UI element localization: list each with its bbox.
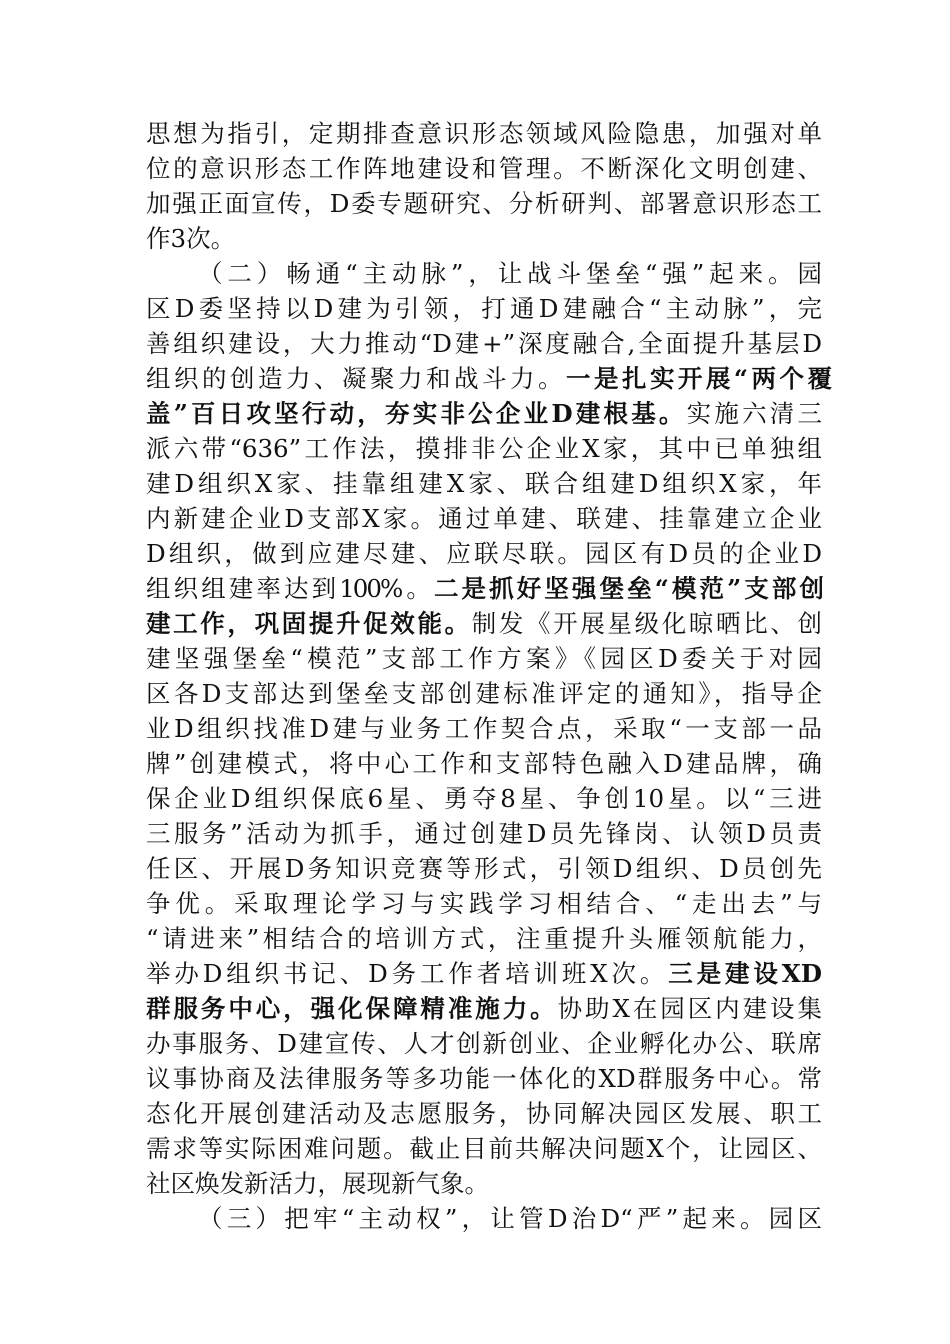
text-line <box>146 1061 822 1096</box>
line-text: 业D组织找准D建与业务工作契合点，采取“一支部一品 <box>146 714 822 743</box>
text-line <box>146 326 822 361</box>
line-text: 善组织建设，大力推动“D建+”深度融合,全面提升基层D <box>146 329 822 358</box>
bold-text: 建工作，巩固提升促效能。 <box>146 609 472 638</box>
line-text: 位的意识形态工作阵地建设和管理。不断深化文明创建、 <box>146 154 822 183</box>
text-line <box>146 1096 822 1131</box>
line-text: 办事服务、D建宣传、人才创新创业、企业孵化办公、联席 <box>146 1029 822 1058</box>
line-text: 态化开展创建活动及志愿服务，协同解决园区发展、职工 <box>146 1099 822 1128</box>
line-text: 思想为指引，定期排查意识形态领域风险隐患，加强对单 <box>146 119 822 148</box>
bold-text: 三是建设XD <box>668 959 822 988</box>
bold-text: 二是抓好坚强堡垒“模范”支部创 <box>433 574 822 603</box>
text-line <box>146 851 822 886</box>
text-line <box>146 781 822 816</box>
text-line <box>146 116 822 151</box>
line-text: 区D委坚持以D建为引领，打通D建融合“主动脉”，完 <box>146 294 822 323</box>
text-line <box>146 571 822 606</box>
text-line <box>146 1131 822 1166</box>
text-line <box>146 221 822 256</box>
text-line <box>146 886 822 921</box>
line-text: 三服务”活动为抓手，通过创建D员先锋岗、认领D员责 <box>146 819 822 848</box>
text-line <box>146 431 822 466</box>
line-text: 社区焕发新活力，展现新气象。 <box>146 1169 489 1198</box>
text-line <box>146 921 822 956</box>
line-text: 需求等实际困难问题。截止目前共解决问题X个，让园区、 <box>146 1134 822 1163</box>
line-text: 加强正面宣传，D委专题研究、分析研判、部署意识形态工 <box>146 189 822 218</box>
line-text: （三）把牢“主动权”，让管D治D“严”起来。园区 <box>198 1204 822 1233</box>
bold-text: 盖”百日攻坚行动，夯实非公企业D建根基。 <box>146 399 687 428</box>
text-line <box>146 536 822 571</box>
line-text: 区各D支部达到堡垒支部创建标准评定的通知》，指导企 <box>146 679 822 708</box>
text-line <box>146 291 822 326</box>
document-body <box>146 116 822 1236</box>
bold-text: 一是扎实开展“两个覆 <box>565 364 823 393</box>
line-text: 牌”创建模式，将中心工作和支部特色融入D建品牌，确 <box>146 749 822 778</box>
line-text: 作3次。 <box>146 224 236 253</box>
line-text: 派六带“636”工作法，摸排非公企业X家，其中已单独组 <box>146 434 822 463</box>
line-text: “请进来”相结合的培训方式，注重提升头雁领航能力， <box>146 924 822 953</box>
line-text: 建坚强堡垒“模范”支部工作方案》《园区D委关于对园 <box>146 644 822 673</box>
text-line <box>146 746 822 781</box>
line-text: 组织的创造力、凝聚力和战斗力。 <box>146 364 566 393</box>
text-line <box>146 1166 822 1201</box>
line-text: 建D组织X家、挂靠组建X家、联合组建D组织X家，年 <box>146 469 822 498</box>
text-line <box>146 816 822 851</box>
text-line <box>146 956 822 991</box>
text-line <box>146 991 822 1026</box>
line-text: D组织，做到应建尽建、应联尽联。园区有D员的企业D <box>146 539 822 568</box>
line-text: （二）畅通“主动脉”，让战斗堡垒“强”起来。园 <box>198 259 822 288</box>
line-text: 任区、开展D务知识竞赛等形式，引领D组织、D员创先 <box>146 854 822 883</box>
text-line <box>146 501 822 536</box>
line-text: 实施六清三 <box>686 399 822 428</box>
text-line <box>146 606 822 641</box>
text-line <box>146 361 822 396</box>
line-text: 协助X在园区内建设集 <box>557 994 822 1023</box>
text-line <box>146 1026 822 1061</box>
line-text: 举办D组织书记、D务工作者培训班X次。 <box>146 959 669 988</box>
bold-text: 群服务中心，强化保障精准施力。 <box>146 994 558 1023</box>
text-line <box>146 641 822 676</box>
text-line <box>146 466 822 501</box>
text-line <box>146 1201 822 1236</box>
line-text: 组织组建率达到100%。 <box>146 574 434 603</box>
line-text: 内新建企业D支部X家。通过单建、联建、挂靠建立企业 <box>146 504 822 533</box>
line-text: 议事协商及法律服务等多功能一体化的XD群服务中心。常 <box>146 1064 822 1093</box>
text-line <box>146 151 822 186</box>
text-line <box>146 256 822 291</box>
text-line <box>146 186 822 221</box>
text-line <box>146 396 822 431</box>
text-line <box>146 676 822 711</box>
line-text: 争优。采取理论学习与实践学习相结合、“走出去”与 <box>146 889 822 918</box>
line-text: 保企业D组织保底6星、勇夺8星、争创10星。以“三进 <box>146 784 822 813</box>
line-text: 制发《开展星级化晾晒比、创 <box>471 609 822 638</box>
text-line <box>146 711 822 746</box>
